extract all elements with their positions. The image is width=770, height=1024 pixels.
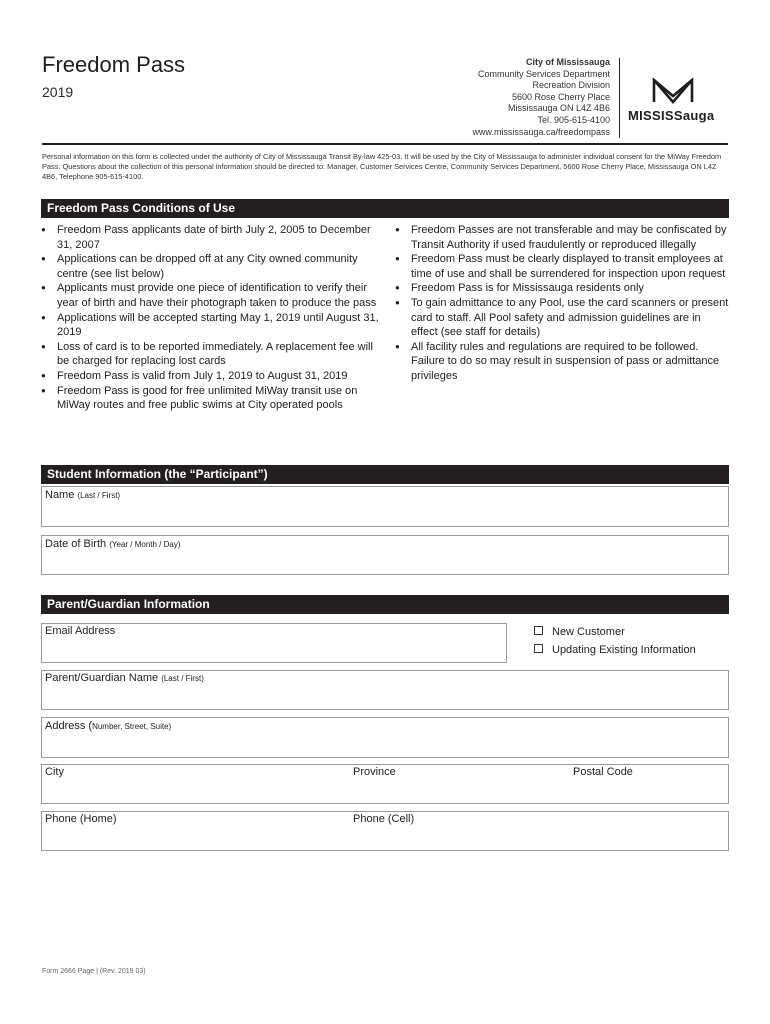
condition-item: ● Applications can be dropped off at any City owned community centre (see list below) bbox=[41, 252, 381, 281]
address-hint: Number, Street, Suite) bbox=[92, 722, 172, 731]
student-dob-label-text: Date of Birth bbox=[45, 538, 107, 550]
address-street: 5600 Rose Cherry Place bbox=[511, 91, 610, 102]
new-customer-option[interactable] bbox=[534, 626, 625, 638]
student-name-label bbox=[45, 489, 120, 501]
condition-item: ● Applications will be accepted starting May 1, 2019 until August 31, 2019 bbox=[41, 311, 381, 340]
updating-info-checkbox[interactable] bbox=[534, 644, 543, 653]
condition-item: ● All facility rules and regulations are required to be followed. Failure to do so may result in suspension of pass or admittance privileges bbox=[395, 340, 730, 384]
student-name-field[interactable] bbox=[41, 486, 729, 527]
new-customer-label: New Customer bbox=[552, 626, 625, 638]
mississauga-m-icon bbox=[652, 76, 694, 104]
address-label bbox=[45, 720, 171, 732]
updating-info-label: Updating Existing Information bbox=[552, 644, 696, 656]
address-tel: Tel. 905-615-4100 bbox=[537, 114, 610, 125]
parent-heading: Parent/Guardian Information bbox=[41, 595, 729, 614]
student-name-label-text: Name bbox=[45, 489, 75, 501]
mississauga-logo bbox=[628, 76, 728, 123]
address-dept: Community Services Department bbox=[477, 68, 610, 79]
condition-item: ● Freedom Pass applicants date of birth July 2, 2005 to December 31, 2007 bbox=[41, 223, 381, 252]
address-division: Recreation Division bbox=[532, 80, 610, 91]
condition-item: ● Freedom Pass is valid from July 1, 2019 to August 31, 2019 bbox=[41, 369, 381, 384]
conditions-left-column bbox=[41, 223, 381, 413]
new-customer-checkbox[interactable] bbox=[534, 626, 543, 635]
student-name-hint: (Last / First) bbox=[77, 491, 121, 500]
condition-item: ● Freedom Pass is good for free unlimited MiWay transit use on MiWay routes and free public swims at City operated pools bbox=[41, 384, 381, 413]
city-address-block bbox=[370, 57, 610, 138]
parent-name-label-text: Parent/Guardian Name bbox=[45, 672, 159, 684]
condition-item: ● Freedom Passes are not transferable and may be confiscated by Transit Authority if used fraudulently or reproduced illegally bbox=[395, 223, 730, 252]
condition-item: ● Loss of card is to be reported immediately. A replacement fee will be charged for replacing lost cards bbox=[41, 340, 381, 369]
province-label: Province bbox=[353, 766, 396, 778]
privacy-notice: Personal information on this form is collected under the authority of City of Mississauga Transit By-law 425-03. It will be used by the City of Mississauga to administer individual consent for the MiWay Freedom Pass. Questions about the collection of this personal information should be directed to: Manager, Customer Services Centre, Community Services Department, 5600 Rose Cherry Place, Mississauga ON L4Z 4B6, Telephone 905-615-4100. bbox=[42, 152, 722, 181]
phone-cell-label: Phone (Cell) bbox=[353, 813, 415, 825]
address-org: City of Mississauga bbox=[525, 57, 610, 67]
updating-info-option[interactable] bbox=[534, 644, 696, 656]
phone-home-label: Phone (Home) bbox=[45, 813, 117, 825]
conditions-right-column bbox=[395, 223, 730, 384]
form-title: Freedom Pass bbox=[42, 52, 186, 77]
address-label-text: Address ( bbox=[45, 720, 93, 732]
logo-wordmark: MISSISSauga bbox=[628, 108, 715, 123]
condition-item: ● Freedom Pass is for Mississauga residents only bbox=[395, 281, 730, 296]
header-divider bbox=[619, 58, 620, 138]
parent-name-hint: (Last / First) bbox=[161, 674, 204, 683]
form-footer: Form 2666 Page | (Rev. 2019 03) bbox=[42, 968, 146, 975]
student-heading: Student Information (the “Participant”) bbox=[41, 465, 729, 484]
address-web: www.mississauga.ca/freedompass bbox=[472, 126, 610, 137]
postal-code-label: Postal Code bbox=[573, 766, 633, 778]
student-dob-hint: (Year / Month / Day) bbox=[109, 540, 181, 549]
form-year: 2019 bbox=[42, 84, 74, 100]
parent-name-label bbox=[45, 672, 204, 684]
conditions-heading: Freedom Pass Conditions of Use bbox=[41, 199, 729, 218]
header-rule bbox=[42, 143, 728, 145]
condition-item: ● To gain admittance to any Pool, use the card scanners or present card to staff. All Pool safety and admission guidelines are in effect (see staff for details) bbox=[395, 296, 730, 340]
city-label: City bbox=[45, 766, 64, 778]
email-label: Email Address bbox=[45, 625, 116, 637]
condition-item: ● Applicants must provide one piece of identification to verify their year of birth and have their photograph taken to produce the pass bbox=[41, 281, 381, 310]
condition-item: ● Freedom Pass must be clearly displayed to transit employees at time of use and shall be surrendered for inspection upon request bbox=[395, 252, 730, 281]
address-city: Mississauga ON L4Z 4B6 bbox=[507, 103, 610, 114]
student-dob-label bbox=[45, 538, 181, 550]
